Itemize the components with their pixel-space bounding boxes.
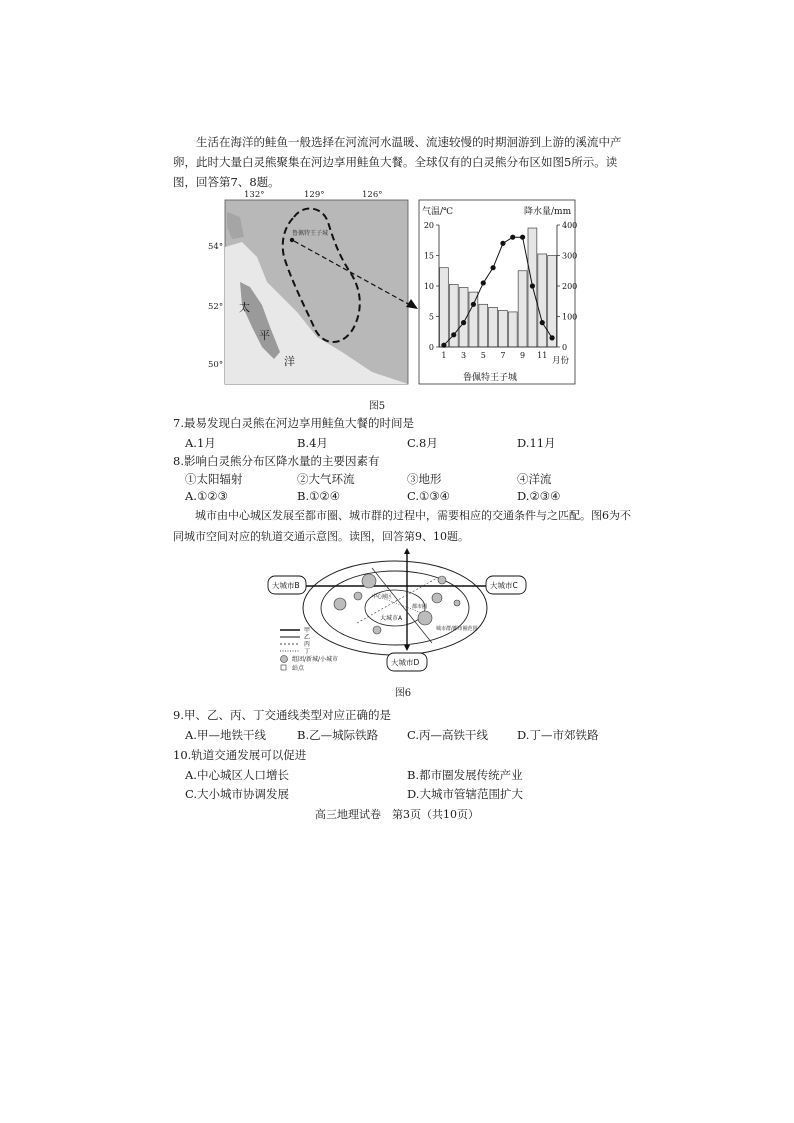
intro-text: 生活在海洋的鲑鱼一般选择在河流河水温暖、流速较慢的时期洄游到上游的溪流中产卵，此时大量白灵熊聚集在河边享用鲑鱼大餐。全球仅有的白灵熊分布区如图5所示。读图，回答第7、8题。	[173, 135, 622, 189]
lon-label-132: 132°	[244, 190, 265, 200]
q10-stem: 10.轨道交通发展可以促进	[173, 748, 307, 762]
q7-option-c[interactable]: C.8月	[407, 436, 438, 450]
precip-bar	[499, 310, 508, 347]
page-footer: 高三地理试卷 第3页（共10页）	[315, 808, 479, 821]
temp-point	[540, 320, 545, 325]
q7-option-d[interactable]: D.11月	[517, 436, 556, 450]
satellite-town	[432, 593, 442, 603]
precip-tick-label: 0	[562, 343, 568, 352]
legend-station-label: 站点	[292, 665, 305, 672]
temp-point	[451, 332, 456, 337]
city-b-label: 大城市B	[272, 581, 300, 590]
intro2-text: 城市由中心城区发展至都市圈、城市群的过程中，需要相应的交通条件与之匹配。图6为不同城市空间对应的轨道交通示意图。读图，回答第9、10题。	[173, 509, 631, 543]
legend-jia: 甲	[304, 627, 311, 634]
month-tick-label: 3	[461, 351, 467, 360]
station-map-label: 鲁佩特王子城	[292, 230, 329, 237]
legend-bing: 丙	[304, 641, 311, 648]
q8-factor-4: ④洋流	[517, 472, 552, 486]
lat-label-52: 52°	[208, 302, 224, 312]
temp-point	[520, 235, 525, 240]
temp-point	[530, 283, 535, 288]
satellite-town	[334, 598, 346, 610]
satellite-town	[438, 576, 446, 584]
temp-point	[500, 241, 505, 246]
lat-label-54: 54°	[208, 242, 224, 252]
temp-point	[471, 302, 476, 307]
lat-label-50: 50°	[208, 360, 224, 370]
arrow-north	[404, 548, 410, 554]
figure-5	[208, 187, 582, 387]
figure-6-caption: 图6	[394, 688, 412, 699]
q9-option-b[interactable]: B.乙—城际铁路	[297, 728, 379, 742]
satellite-town	[418, 611, 432, 625]
q8-option-b[interactable]: B.①②④	[297, 489, 341, 503]
city-d-label: 大城市D	[391, 658, 420, 667]
month-tick-label: 11	[537, 351, 548, 360]
q8-option-a[interactable]: A.①②③	[185, 489, 228, 503]
group-range-label: 城市群/都市圈范围	[436, 626, 478, 632]
precip-axis-title: 降水量/mm	[524, 207, 572, 217]
city-c-label: 大城市C	[490, 581, 518, 590]
precip-tick-label: 300	[562, 251, 578, 261]
chart-station-name: 鲁佩特王子城	[463, 373, 518, 383]
q9-stem: 9.甲、乙、丙、丁交通线类型对应正确的是	[173, 708, 391, 722]
ocean-char-ping: 平	[259, 329, 270, 342]
satellite-town	[373, 626, 381, 634]
legend-town-label: 组团/新城/小城市	[292, 656, 339, 663]
q10-option-c[interactable]: C.大小城市协调发展	[185, 787, 290, 801]
figure-6	[262, 548, 532, 678]
temp-point	[549, 335, 554, 340]
legend-station-box	[281, 665, 286, 670]
precip-bar	[469, 292, 478, 347]
center-label: 中心城区	[372, 594, 393, 600]
satellite-town	[362, 574, 376, 588]
satellite-town	[354, 592, 362, 600]
lon-label-129: 129°	[304, 190, 325, 200]
temp-point	[441, 343, 446, 348]
q7-option-b[interactable]: B.4月	[297, 436, 328, 450]
q8-factor-1: ①太阳辐射	[185, 472, 243, 486]
q10-option-a[interactable]: A.中心城区人口增长	[185, 768, 289, 782]
precip-bar	[538, 254, 547, 347]
temp-point	[481, 280, 486, 285]
figure-5-caption: 图5	[368, 401, 386, 412]
q9-option-a[interactable]: A.甲—地铁干线	[185, 728, 266, 742]
intro2-paragraph	[173, 505, 633, 547]
legend-town-circle	[281, 656, 288, 663]
legend-ding: 丁	[304, 648, 311, 655]
temp-tick-label: 0	[428, 343, 434, 352]
intro-paragraph	[173, 132, 633, 192]
q10-option-d[interactable]: D.大城市管辖范围扩大	[407, 787, 523, 801]
precip-bar	[440, 268, 449, 347]
temp-tick-label: 20	[423, 221, 434, 230]
arrow-south	[404, 645, 410, 651]
q8-factor-2: ②大气环流	[297, 472, 355, 486]
city-a-label: 大城市A	[380, 615, 403, 622]
temp-tick-label: 10	[423, 282, 434, 291]
month-tick-label: 7	[500, 351, 506, 360]
group-range-ring	[303, 561, 487, 655]
legend-yi: 乙	[304, 634, 311, 641]
q9-option-c[interactable]: C.丙—高铁干线	[407, 728, 489, 742]
temp-axis-title: 气温/℃	[422, 207, 454, 217]
q10-option-b[interactable]: B.都市圈发展传统产业	[407, 768, 523, 782]
precip-tick-label: 400	[562, 221, 578, 230]
month-tick-label: 1	[441, 351, 447, 360]
satellite-town	[454, 600, 460, 606]
temp-point	[461, 320, 466, 325]
ocean-char-tai: 太	[239, 301, 250, 314]
temp-point	[490, 265, 495, 270]
temp-point	[510, 235, 515, 240]
precip-bar	[489, 307, 498, 347]
precip-tick-label: 200	[562, 282, 578, 291]
q7-option-a[interactable]: A.1月	[185, 436, 216, 450]
q8-stem: 8.影响白灵熊分布区降水量的主要因素有	[173, 454, 380, 468]
station-dot	[290, 238, 294, 242]
ocean-char-yang: 洋	[284, 355, 295, 368]
precip-bar	[479, 304, 488, 347]
q8-option-d[interactable]: D.②③④	[517, 489, 561, 503]
temp-tick-label: 15	[423, 251, 434, 261]
lon-label-126: 126°	[362, 190, 383, 200]
q8-factor-3: ③地形	[407, 472, 442, 486]
temp-tick-label: 5	[428, 312, 434, 322]
metro-label: 都市圈	[412, 604, 428, 610]
precip-bar	[518, 271, 527, 347]
q8-option-c[interactable]: C.①③④	[407, 489, 450, 503]
month-tick-label: 5	[480, 351, 486, 360]
q7-stem: 7.最易发现白灵熊在河边享用鲑鱼大餐的时间是	[173, 416, 414, 430]
precip-tick-label: 100	[562, 312, 578, 322]
month-tick-label: 9	[520, 351, 526, 360]
month-axis-title: 月份	[552, 356, 570, 366]
precip-bar	[508, 312, 517, 347]
q9-option-d[interactable]: D.丁—市郊铁路	[517, 728, 599, 742]
